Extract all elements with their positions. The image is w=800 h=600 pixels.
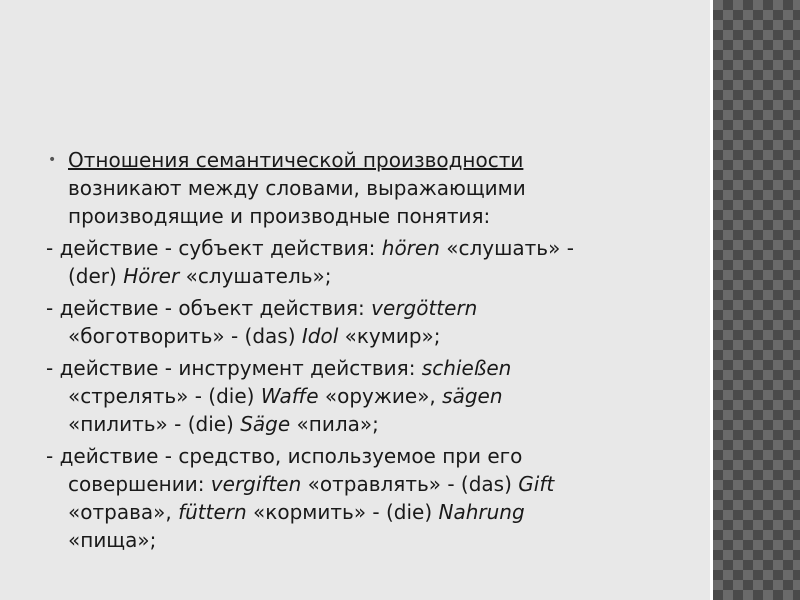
item-text: - действие - инструмент действия: bbox=[46, 356, 422, 380]
item-german-word: schießen bbox=[421, 356, 512, 380]
item-german-word: Säge bbox=[240, 412, 291, 436]
item-text: «кумир»; bbox=[338, 324, 441, 348]
item-text: «пилить» - (die) bbox=[68, 412, 241, 436]
item-text: «отрава», bbox=[68, 500, 179, 524]
item-text: «отравлять» - (das) bbox=[301, 472, 519, 496]
item-german-word: vergöttern bbox=[371, 296, 478, 320]
intro-line-2: возникают между словами, выражающими bbox=[68, 176, 526, 200]
item-german-word: füttern bbox=[178, 500, 247, 524]
item-text: «боготворить» - (das) bbox=[68, 324, 302, 348]
list-item bbox=[46, 354, 646, 438]
item-text: «кормить» - (die) bbox=[246, 500, 439, 524]
item-german-word: Nahrung bbox=[438, 500, 525, 524]
item-text: - действие - объект действия: bbox=[46, 296, 372, 320]
item-text: «оружие», bbox=[318, 384, 443, 408]
intro-line-1: Отношения семантической производности bbox=[68, 148, 524, 172]
item-text: - действие - субъект действия: bbox=[46, 236, 382, 260]
list-item bbox=[46, 234, 646, 290]
item-german-word: Idol bbox=[301, 324, 339, 348]
intro-bullet bbox=[46, 146, 646, 230]
item-text: (der) bbox=[68, 264, 124, 288]
item-text: «слушатель»; bbox=[179, 264, 332, 288]
item-german-word: Gift bbox=[518, 472, 555, 496]
item-german-word: Hörer bbox=[123, 264, 180, 288]
decorative-pattern-strip bbox=[710, 0, 800, 600]
item-german-word: sägen bbox=[442, 384, 503, 408]
item-text: «пища»; bbox=[68, 528, 157, 552]
item-german-word: vergiften bbox=[210, 472, 302, 496]
item-german-word: Waffe bbox=[260, 384, 319, 408]
item-text: - действие - средство, используемое при его bbox=[46, 444, 523, 468]
item-text: «стрелять» - (die) bbox=[68, 384, 261, 408]
bullet-icon: • bbox=[48, 152, 57, 168]
list-item bbox=[46, 442, 646, 554]
intro-line-3: производящие и производные понятия: bbox=[68, 204, 491, 228]
item-text: совершении: bbox=[68, 472, 211, 496]
slide-content bbox=[46, 146, 646, 558]
list-item bbox=[46, 294, 646, 350]
item-german-word: hören bbox=[381, 236, 440, 260]
item-text: «слушать» - bbox=[439, 236, 574, 260]
item-text: «пила»; bbox=[290, 412, 379, 436]
